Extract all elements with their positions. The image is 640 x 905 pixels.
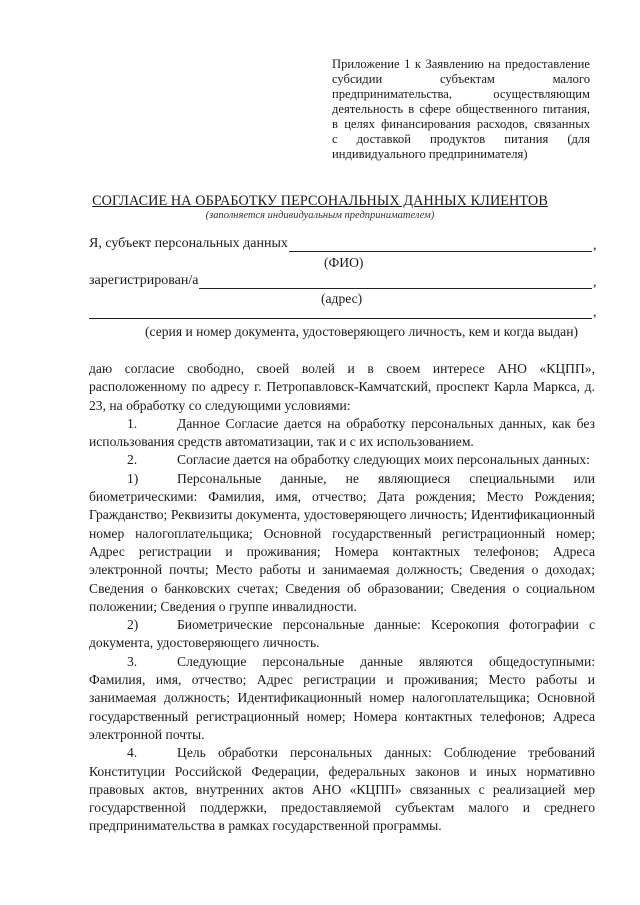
document-subtitle: (заполняется индивидуальным предпринимателем): [205, 210, 435, 221]
registered-label: зарегистрирован/а: [89, 273, 199, 288]
consent-body: [89, 360, 595, 836]
clause-1: [89, 415, 595, 452]
clause-3: [89, 653, 595, 744]
clause-number: 4.: [127, 745, 138, 761]
annex-line: предпринимательства, осуществляющим: [332, 87, 590, 101]
document-caption: (серия и номер документа, удостоверяющего личность, кем и когда выдан): [145, 324, 578, 339]
fio-field-line[interactable]: [289, 251, 592, 252]
intro-paragraph: даю согласие свободно, своей волей и в своем интересе АНО «КЦПП», расположенному по адресу г. Петропавловск-Камчатский, проспект Карла Маркса, д. 23, на обработку со следующими условиями:: [89, 361, 595, 413]
clause-number: 2): [127, 617, 139, 633]
annex-line: индивидуального предпринимателя): [332, 147, 528, 161]
clause-4: [89, 744, 595, 835]
annex-line: деятельность в сфере общественного питания,: [332, 102, 590, 116]
clause-2-1: [89, 470, 595, 616]
annex-line: с доставкой продуктов питания (для: [332, 132, 590, 146]
document-comma: ,: [593, 305, 597, 320]
clause-text: Следующие персональные данные являются общедоступными: Фамилия, имя, отчество; Адрес регистрации и проживания; Место работы и занимаемая должность; Идентификационный номер налогоплательщика; Основной государственный регистрационный номер; Номера контактных телефонов; Адреса электронной почты.: [89, 653, 595, 742]
clause-number: 2.: [127, 452, 138, 468]
clause-2: [89, 451, 595, 469]
clause-text: Цель обработки персональных данных: Соблюдение требований Конституции Российской Федерации, федеральных законов и иных нормативно правовых актов, внутренних актов АНО «КЦПП» связанных с реализацией мер государственной поддержки, предоставляемой субъектам малого и среднего предпринимательства в рамках государственной программы.: [89, 745, 595, 834]
clause-2-2: [89, 616, 595, 653]
clause-number: 1): [127, 470, 139, 486]
fio-comma: ,: [593, 238, 597, 253]
document-title: СОГЛАСИЕ НА ОБРАБОТКУ ПЕРСОНАЛЬНЫХ ДАННЫХ КЛИЕНТОВ: [92, 193, 548, 209]
document-field-line[interactable]: [89, 318, 592, 319]
fio-caption: (ФИО): [324, 255, 364, 270]
annex-line: в целях финансирования расходов, связанных: [332, 117, 590, 131]
clause-text: Персональные данные, не являющиеся специальными или биометрическими: Фамилия, имя, отчество; Дата рождения; Место Рождения; Гражданство; Реквизиты документа, удостоверяющего личность; Идентификационный номер налогоплательщика; Основной государственный регистрационный номер; Адрес регистрации и проживания; Номера контактных телефонов; Адреса электронной почты; Место работы и занимаемая должность; Сведения о доходах; Сведения о банковских счетах; Сведения об образовании; Сведения о социальном положении; Сведения о группе инвалидности.: [89, 470, 595, 614]
address-comma: ,: [593, 275, 597, 290]
address-field-line[interactable]: [199, 288, 592, 289]
annex-line: Приложение 1 к Заявлению на предоставление: [332, 57, 590, 71]
subject-label: Я, субъект персональных данных: [89, 236, 288, 251]
clause-text: Биометрические персональные данные: Ксерокопия фотографии с документа, удостоверяющего личность.: [89, 617, 595, 651]
address-caption: (адрес): [321, 291, 363, 306]
annex-header: [332, 57, 590, 162]
annex-line: субсидии субъектам малого: [332, 72, 590, 86]
clause-text: Данное Согласие дается на обработку персональных данных, как без использования средств автоматизации, так и с их использованием.: [89, 415, 595, 450]
clause-text: Согласие дается на обработку следующих моих персональных данных:: [177, 452, 590, 468]
clause-number: 1.: [127, 415, 138, 431]
clause-number: 3.: [127, 653, 138, 669]
